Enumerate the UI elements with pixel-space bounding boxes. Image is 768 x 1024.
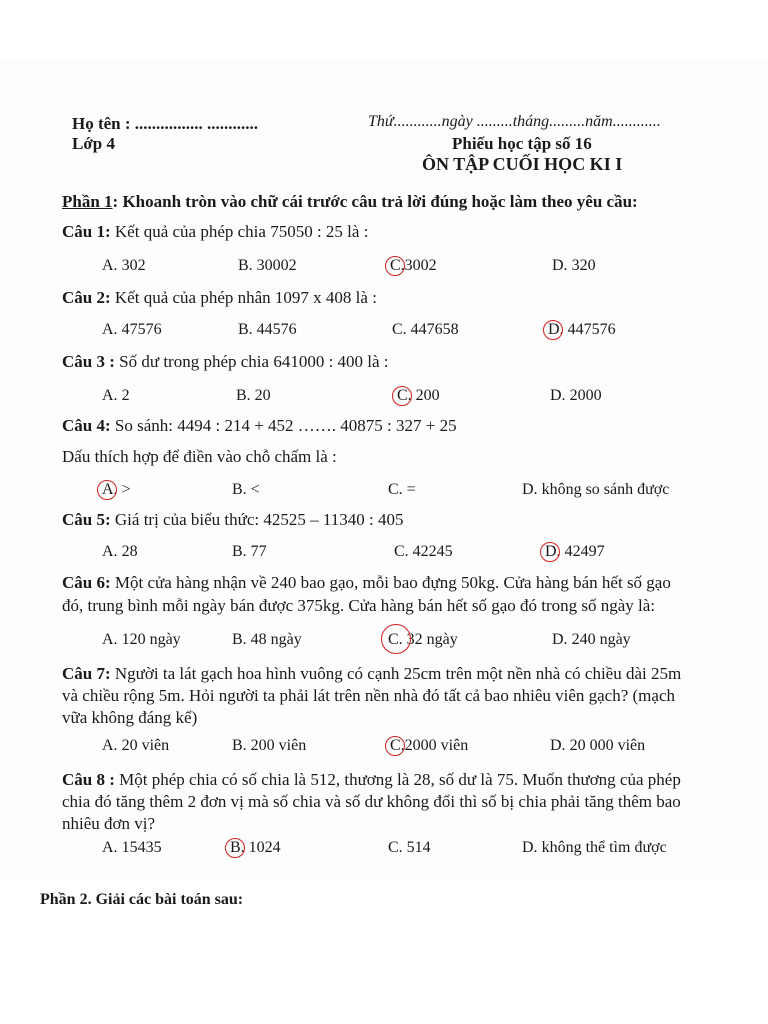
q2-option-d[interactable] <box>548 320 616 340</box>
option-text: 3002 <box>404 257 437 274</box>
option-letter: B. <box>238 321 253 338</box>
option-letter: C. <box>390 737 405 754</box>
option-letter: D. <box>548 321 564 338</box>
option-letter: B. <box>236 387 251 404</box>
question-text: Người ta lát gạch hoa hình vuông có cạnh 25cm trên một nền nhà có chiều dài 25m <box>110 664 682 683</box>
q4-option-d[interactable] <box>522 480 669 500</box>
question-8 <box>62 770 681 790</box>
option-text: 302 <box>117 257 146 274</box>
option-text: 42497 <box>560 543 605 560</box>
question-text: Kết quả của phép chia 75050 : 25 là : <box>110 222 369 241</box>
main-title: ÔN TẬP CUỐI HỌC KI I <box>422 154 623 174</box>
option-letter: D. <box>550 737 566 754</box>
option-letter: A. <box>102 481 118 498</box>
option-text: 320 <box>567 257 596 274</box>
option-letter: A. <box>102 321 118 338</box>
option-text: 240 ngày <box>567 631 631 648</box>
option-text: 20 000 viên <box>565 737 646 754</box>
option-text: không so sánh được <box>537 481 670 498</box>
option-text: 20 <box>250 387 271 404</box>
q7-option-d[interactable] <box>550 736 645 756</box>
question-text: So sánh: 4494 : 214 + 452 ……. 40875 : 327 + 25 <box>110 416 457 435</box>
option-text: 1024 <box>244 839 281 856</box>
q7-option-c[interactable] <box>390 736 468 756</box>
option-letter: B. <box>232 481 247 498</box>
option-letter: C. <box>392 321 407 338</box>
option-letter: D. <box>552 257 568 274</box>
option-text: 32 ngày <box>402 631 458 648</box>
option-text: 15435 <box>117 839 162 856</box>
q5-option-d[interactable] <box>545 542 605 562</box>
q2-option-a[interactable] <box>102 320 162 340</box>
q6-option-c[interactable] <box>388 630 458 650</box>
option-letter: A. <box>102 257 118 274</box>
q3-option-a[interactable] <box>102 386 130 406</box>
name-label: Họ tên : ................ ............ <box>72 114 259 133</box>
option-letter: C. <box>388 839 403 856</box>
option-letter: A. <box>102 737 118 754</box>
q6-option-b[interactable] <box>232 630 302 650</box>
option-letter: A. <box>102 387 118 404</box>
option-text: < <box>246 481 260 498</box>
q8-option-d[interactable] <box>522 838 667 858</box>
question-label: Câu 3 : <box>62 352 115 371</box>
option-letter: D. <box>522 481 538 498</box>
part1-label: Phần 1 <box>62 192 113 211</box>
q4-option-a[interactable] <box>102 480 131 500</box>
q2-option-b[interactable] <box>238 320 297 340</box>
option-letter: C. <box>397 387 412 404</box>
q7-option-b[interactable] <box>232 736 306 756</box>
option-text: 42245 <box>408 543 453 560</box>
question-8-line3: nhiêu đơn vị? <box>62 814 156 833</box>
part2-title: Phần 2. Giải các bài toán sau: <box>40 891 244 908</box>
class-label: Lớp 4 <box>72 134 115 153</box>
option-letter: A. <box>102 839 118 856</box>
option-text: 44576 <box>252 321 297 338</box>
question-5 <box>62 510 403 530</box>
q5-option-a[interactable] <box>102 542 138 562</box>
q4-option-b[interactable] <box>232 480 260 500</box>
q6-option-a[interactable] <box>102 630 181 650</box>
option-text: = <box>402 481 416 498</box>
option-letter: B. <box>232 631 247 648</box>
question-6-line2: đó, trung bình mỗi ngày bán được 375kg. Cửa hàng bán hết số gạo đó trong số ngày là: <box>62 596 656 615</box>
option-letter: C. <box>388 481 403 498</box>
option-letter: B. <box>230 839 245 856</box>
question-6 <box>62 573 671 593</box>
option-text: 447576 <box>563 321 616 338</box>
question-4 <box>62 416 457 436</box>
question-text: Kết quả của phép nhân 1097 x 408 là : <box>110 288 377 307</box>
option-text: 447658 <box>406 321 459 338</box>
option-text: 2000 <box>565 387 602 404</box>
question-7-line3: vữa không đáng kể) <box>62 708 198 727</box>
question-2 <box>62 288 377 308</box>
part1-instruction <box>62 192 638 212</box>
option-text: 77 <box>246 543 267 560</box>
option-text: 2 <box>117 387 130 404</box>
question-label: Câu 4: <box>62 416 111 435</box>
option-letter: B. <box>238 257 253 274</box>
q1-option-a[interactable] <box>102 256 146 276</box>
option-letter: C. <box>390 257 405 274</box>
option-letter: D. <box>522 839 538 856</box>
q7-option-a[interactable] <box>102 736 169 756</box>
question-label: Câu 8 : <box>62 770 115 789</box>
question-3 <box>62 352 389 372</box>
sheet-title: Phiếu học tập số 16 <box>452 134 592 153</box>
question-text: Số dư trong phép chia 641000 : 400 là : <box>114 352 389 371</box>
question-text: Một cửa hàng nhận về 240 bao gạo, mỗi bao đựng 50kg. Cửa hàng bán hết số gạo <box>110 573 671 592</box>
option-letter: D. <box>552 631 568 648</box>
question-text: Giá trị của biểu thức: 42525 – 11340 : 405 <box>110 510 404 529</box>
option-text: 200 viên <box>246 737 307 754</box>
option-text: 514 <box>402 839 431 856</box>
option-text: 30002 <box>252 257 297 274</box>
q5-option-c[interactable] <box>394 542 453 562</box>
part1-text: : Khoanh tròn vào chữ cái trước câu trả lời đúng hoặc làm theo yêu cầu: <box>112 192 638 211</box>
option-text: 200 <box>411 387 440 404</box>
question-label: Câu 1: <box>62 222 111 241</box>
option-text: 28 <box>117 543 138 560</box>
option-text: 2000 viên <box>404 737 469 754</box>
q8-option-c[interactable] <box>388 838 431 858</box>
q4-option-c[interactable] <box>388 480 416 500</box>
question-8-line2: chia đó tăng thêm 2 đơn vị mà số chia và số dư không đổi thì số bị chia phải tăng thêm bao <box>62 792 681 811</box>
q8-option-b[interactable] <box>230 838 281 858</box>
option-letter: C. <box>394 543 409 560</box>
option-text: 20 viên <box>117 737 170 754</box>
q5-option-b[interactable] <box>232 542 267 562</box>
date-line: Thứ............ngày .........tháng.........năm............ <box>368 113 661 130</box>
q2-option-c[interactable] <box>392 320 459 340</box>
option-text: 120 ngày <box>117 631 181 648</box>
question-label: Câu 7: <box>62 664 111 683</box>
option-text: > <box>117 481 131 498</box>
q1-option-d[interactable] <box>552 256 596 276</box>
q1-option-c[interactable] <box>390 256 437 276</box>
q6-option-d[interactable] <box>552 630 631 650</box>
question-1 <box>62 222 368 242</box>
question-text: Một phép chia có số chia là 512, thương là 28, số dư là 75. Muốn thương của phép <box>114 770 681 789</box>
question-7 <box>62 664 681 684</box>
q1-option-b[interactable] <box>238 256 297 276</box>
option-letter: D. <box>545 543 561 560</box>
option-text: không thể tìm được <box>537 839 667 856</box>
question-label: Câu 6: <box>62 573 111 592</box>
option-letter: D. <box>550 387 566 404</box>
option-letter: B. <box>232 737 247 754</box>
q3-option-b[interactable] <box>236 386 271 406</box>
question-label: Câu 2: <box>62 288 111 307</box>
option-letter: B. <box>232 543 247 560</box>
question-label: Câu 5: <box>62 510 111 529</box>
option-letter: A. <box>102 543 118 560</box>
scanned-worksheet <box>0 60 768 880</box>
question-4-subtext: Dấu thích hợp để điền vào chỗ chấm là : <box>62 447 337 466</box>
option-text: 47576 <box>117 321 162 338</box>
q3-option-c[interactable] <box>397 386 440 406</box>
question-7-line2: và chiều rộng 5m. Hỏi người ta phải lát trên nền nhà đó tất cả bao nhiêu viên gạch? (mạch <box>62 686 675 705</box>
option-text: 48 ngày <box>246 631 302 648</box>
q8-option-a[interactable] <box>102 838 162 858</box>
q3-option-d[interactable] <box>550 386 602 406</box>
option-letter: C. <box>388 631 403 648</box>
option-letter: A. <box>102 631 118 648</box>
